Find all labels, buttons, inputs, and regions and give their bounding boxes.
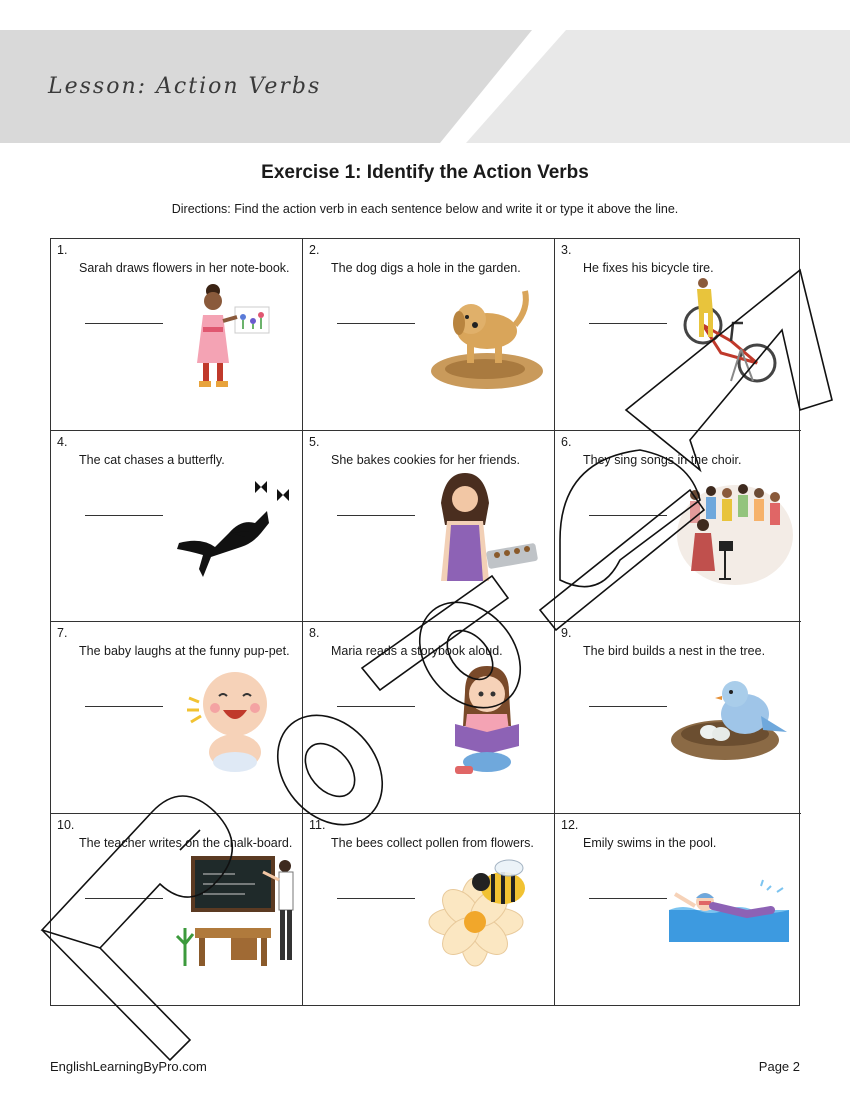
exercise-cell-10 [51,814,303,1006]
item-number: 11. [309,817,326,832]
exercise-cell-11 [303,814,555,1006]
answer-line[interactable] [337,323,415,324]
exercise-cell-8 [303,622,555,814]
exercise-cell-4 [51,431,303,623]
answer-line[interactable] [589,706,667,707]
item-number: 5. [309,434,320,449]
item-number: 2. [309,243,320,257]
answer-line[interactable] [589,898,667,899]
item-sentence: The teacher writes on the chalk-board. [79,835,293,850]
item-sentence: She bakes cookies for her friends. [331,452,520,467]
item-sentence: Sarah draws flowers in her note-book. [79,261,290,275]
answer-line[interactable] [85,898,163,899]
item-number: 9. [561,626,572,640]
item-number: 10. [57,817,75,832]
directions-text: Directions: Find the action verb in each sentence below and write it or type it above the line. [171,202,679,216]
cat-chasing-butterfly-image [171,471,296,586]
item-sentence: Maria reads a storybook aloud. [331,644,503,658]
bird-in-nest-image [669,674,791,766]
lesson-title: Lesson: Action Verbs [48,74,322,99]
man-fixing-bicycle-image [681,277,781,389]
baby-laughing-image [185,662,280,777]
exercise-grid [50,238,800,1006]
item-number: 1. [57,243,68,257]
exercise-cell-3 [555,239,801,431]
exercise-cell-1 [51,239,303,431]
answer-line[interactable] [337,515,415,516]
item-sentence: He fixes his bicycle tire. [583,261,714,275]
item-number: 3. [561,243,572,257]
exercise-cell-5 [303,431,555,623]
footer-page-number: Page 2 [758,1059,800,1074]
exercise-cell-2 [303,239,555,431]
dog-digging-image [429,279,549,394]
item-number: 8. [309,626,320,640]
girl-swimming-image [667,876,791,948]
woman-baking-cookies-image [427,469,542,589]
item-sentence: The baby laughs at the funny pup-pet. [79,644,290,658]
item-number: 12. [561,817,579,832]
answer-line[interactable] [589,323,667,324]
exercise-cell-9 [555,622,801,814]
item-number: 7. [57,626,68,640]
exercise-cell-6 [555,431,801,623]
exercise-title: Exercise 1: Identify the Action Verbs [261,162,589,183]
answer-line[interactable] [589,515,667,516]
choir-singing-image [675,475,795,587]
bee-on-flower-image [423,854,543,969]
girl-reading-image [441,662,531,780]
answer-line[interactable] [85,323,163,324]
answer-line[interactable] [85,515,163,516]
teacher-at-chalkboard-image [175,854,303,970]
girl-drawing-flowers-image [181,277,276,397]
footer-website: EnglishLearningByPro.com [50,1059,207,1074]
item-number: 4. [57,434,68,449]
answer-line[interactable] [337,706,415,707]
exercise-cell-7 [51,622,303,814]
item-number: 6. [561,434,572,449]
item-sentence: The bird builds a nest in the tree. [583,644,766,658]
answer-line[interactable] [85,706,163,707]
exercise-cell-12 [555,814,801,1006]
item-sentence: Emily swims in the pool. [583,835,717,850]
item-sentence: They sing songs in the choir. [583,452,742,467]
item-sentence: The bees collect pollen from flowers. [331,835,534,850]
answer-line[interactable] [337,898,415,899]
item-sentence: The cat chases a butterfly. [79,452,225,467]
item-sentence: The dog digs a hole in the garden. [331,261,521,275]
